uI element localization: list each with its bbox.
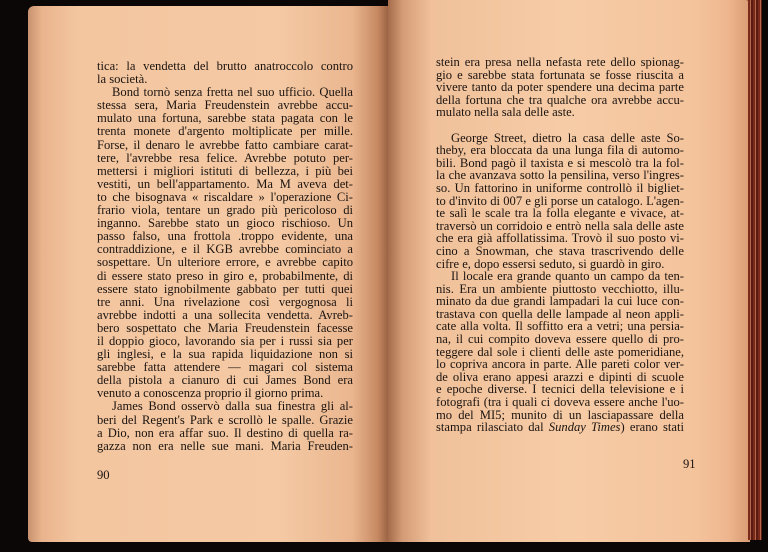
- text-line: tere, l'avrebbe resa felice. Avrebbe potuto per-: [97, 150, 353, 165]
- text-line: George Street, dietro la casa delle aste So-: [451, 130, 684, 145]
- text-line: teggere dal sole i clienti delle aste pomeridiane,: [436, 344, 684, 359]
- italic-title: Sunday Times: [548, 420, 621, 435]
- text-line: mo del MI5; munito di un lasciapassare della: [436, 407, 684, 422]
- text-line: passo falso, una frottola .troppo evidente, una: [97, 229, 353, 244]
- text-line: theby, era bloccata da una lunga fila di automo-: [436, 143, 684, 158]
- text-line: cino a Snowman, che stava trascrivendo delle: [436, 243, 684, 258]
- text-line: della pistola a cianuro di cui James Bond era: [97, 373, 353, 388]
- page-number-right: 91: [683, 457, 696, 471]
- text-line: gazza non era nelle sue mani. Maria Freuden-: [97, 438, 353, 453]
- text-line: cifre e, dopo essersi seduto, si guardò in giro.: [436, 256, 665, 271]
- text-line: stein era presa nella nefasta rete dello spionag-: [436, 55, 684, 69]
- text-line: e epoche diverse. I tecnici della televisione e i: [436, 382, 684, 397]
- text-line: cate alla volta. Il soffitto era a vetri; una persia-: [436, 319, 684, 334]
- text-line: mulato una fortuna, sarebbe stata pagata con le: [97, 111, 353, 126]
- text-line: gio e sarebbe stata fortunata se fosse riuscita a: [436, 67, 684, 82]
- text-line: so. Un fattorino in uniforme controllò il bigliet-: [436, 180, 684, 195]
- text-segment: ) erano stati: [620, 420, 684, 435]
- text-line: de oliva erano appesi arazzi e dipinti di scuole: [436, 369, 684, 384]
- page-number-left: 90: [97, 468, 110, 482]
- text-line: lo copriva ancora in parte. Alle pareti color ver-: [436, 357, 684, 372]
- text-line: fotografi (tra i quali ci doveva essere anche l'uo-: [436, 395, 684, 410]
- text-line: te salì le scale tra la folla elegante e vivace, at-: [436, 206, 684, 221]
- text-line: tre anni. Una rivelazione così vergognosa li: [97, 294, 353, 309]
- text-segment: stampa rilasciato dal: [436, 420, 549, 435]
- text-line: contraddizione, e il KGB avrebbe cominciato a: [97, 242, 353, 257]
- text-line: Bond tornò senza fretta nel suo ufficio. Quella: [112, 85, 353, 100]
- text-line: to d'invito di 007 e gli porse un catalogo. L'agen-: [436, 193, 684, 208]
- text-line: vestiti, un bell'appartamento. Ma M aveva det-: [97, 176, 353, 191]
- text-line: mettersi i migliori istituti di bellezza, i più bei: [97, 163, 353, 178]
- text-line: essere stato ignobilmente gabbato per tutti quei: [97, 281, 353, 296]
- text-line: Il locale era grande quanto un campo da ten-: [451, 269, 684, 284]
- page-edges: [748, 0, 762, 540]
- text-line: il doppio gioco, lavorando sia per i russi sia per: [97, 333, 353, 348]
- text-line: di essere stato preso in giro e, probabilmente, di: [97, 268, 353, 283]
- text-line: stessa sera, Maria Freudenstein avrebbe accu-: [97, 98, 353, 113]
- text-line: sarebbe fatta attendere — magari col sistema: [97, 360, 353, 375]
- text-line: gli inglesi, e la sua rapida liquidazione non si: [97, 347, 353, 362]
- text-line: minato da due grandi lampadari la cui luce con-: [436, 294, 684, 309]
- paragraph-break: [436, 119, 684, 132]
- text-line: bili. Bond pagò il taxista e si mescolò tra la fol-: [436, 155, 684, 170]
- text-line: tica: la vendetta del brutto anatroccolo contro: [97, 59, 353, 73]
- text-line: trenta monete d'argento moltiplicate per mille.: [97, 124, 353, 139]
- text-line: che era già affollatissima. Trovò il suo posto vi-: [436, 231, 684, 246]
- text-line: vivere tanto da poter spendere una decima parte: [436, 80, 684, 95]
- text-line: la che avanzava sotto la pensilina, verso l'ingres-: [436, 168, 684, 183]
- text-line: sospettare. Un ulteriore errore, e avrebbe capito: [97, 255, 353, 270]
- text-line: [436, 421, 684, 434]
- text-line: traversò un corridoio e entrò nella sala delle aste: [436, 218, 684, 233]
- text-line: nis. Era un ambiente piuttosto vecchiotto, illu-: [436, 281, 684, 296]
- text-line: della fortuna che tra qualche ora avrebbe accu-: [436, 92, 684, 107]
- text-line: frario viola, tentare un grado più pericoloso di: [97, 203, 353, 218]
- text-line: to che bisognava « riscaldare » l'operazione Ci-: [97, 189, 353, 204]
- text-line: beri del Regent's Park e scrollò le spalle. Grazie: [97, 412, 353, 427]
- text-line: na, il cui compito doveva essere quello di pro-: [436, 332, 684, 347]
- text-line: venuto a conoscenza proprio il giorno prima.: [97, 386, 324, 401]
- text-line: James Bond osservò dalla sua finestra gli al-: [112, 399, 353, 414]
- text-line: trastava con quella delle lampade al neon appli-: [436, 306, 684, 321]
- text-line: la società.: [97, 72, 148, 87]
- text-line: bero sospettato che Maria Freudenstein facesse: [97, 320, 353, 335]
- left-page-text: [97, 60, 353, 453]
- text-line: Forse, il denaro le avrebbe fatto cambiare carat-: [97, 137, 353, 152]
- right-page-text: [436, 56, 684, 434]
- text-line: a Dio, non era affar suo. Il destino di quella ra-: [97, 425, 353, 440]
- text-line: avrebbe indotti a una sollecita vendetta. Avreb-: [97, 307, 353, 322]
- text-line: inganno. Sarebbe stato un gioco rischioso. Un: [97, 216, 353, 231]
- text-line: mulato nella sala delle aste.: [436, 105, 575, 120]
